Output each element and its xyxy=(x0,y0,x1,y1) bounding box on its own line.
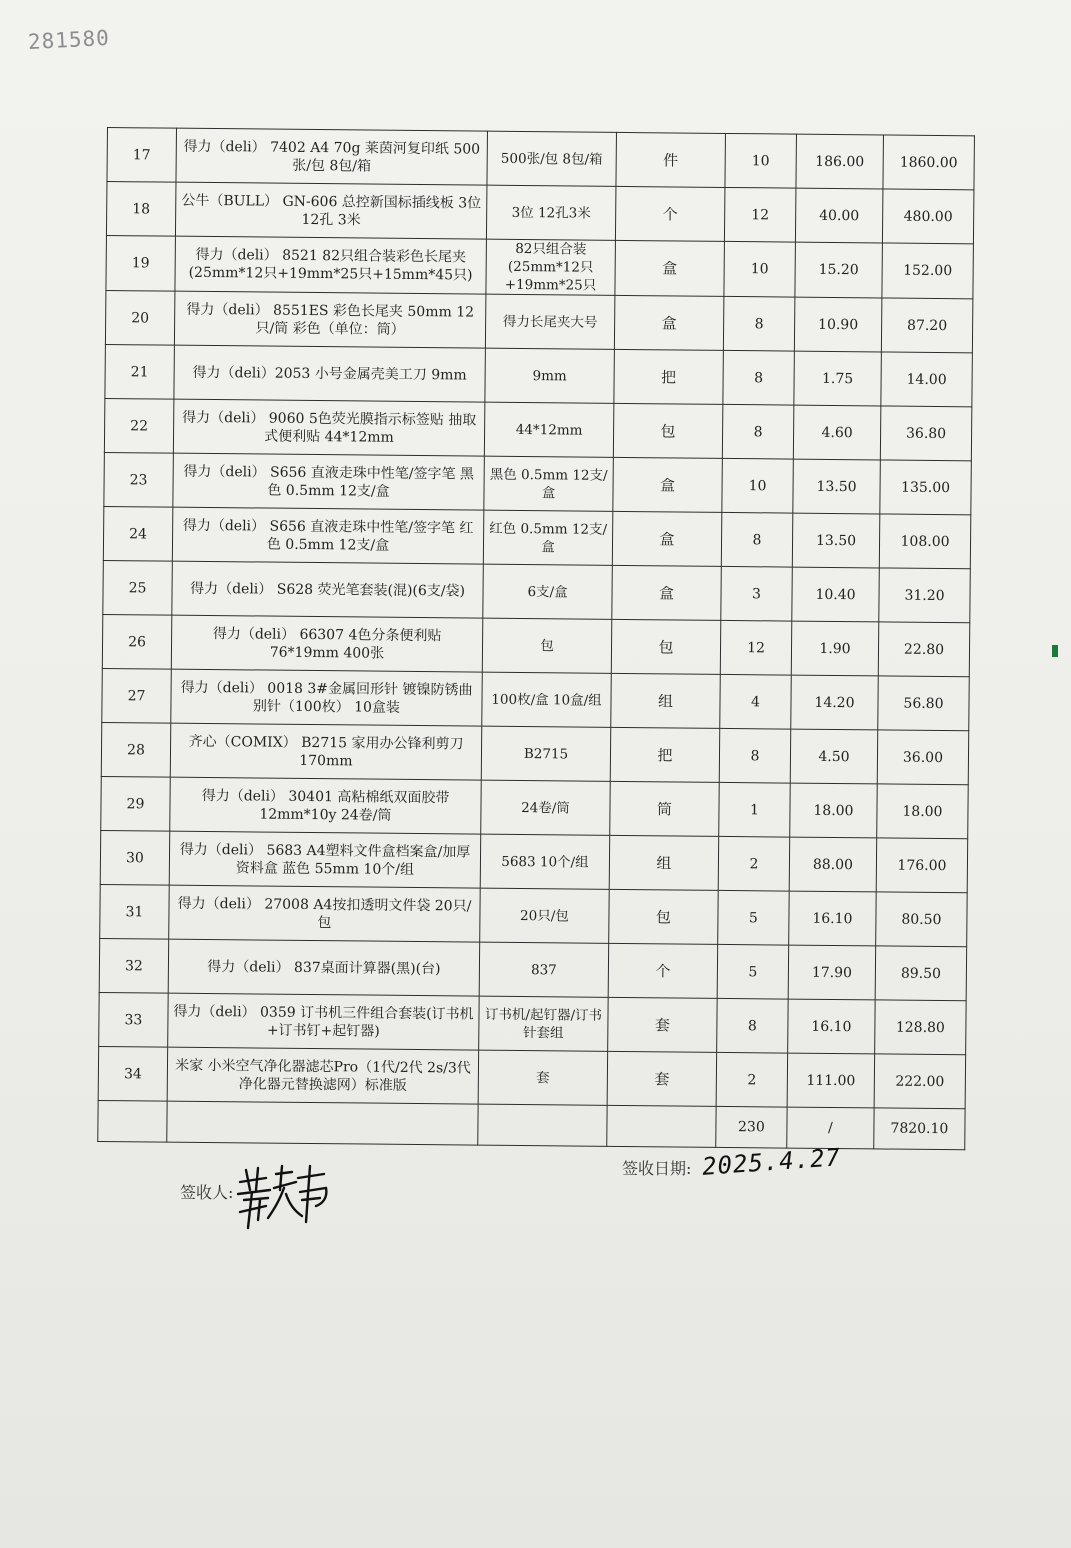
amount: 152.00 xyxy=(882,243,974,299)
unit-price: 13.50 xyxy=(793,459,881,514)
table-row xyxy=(105,344,972,406)
quantity: 2 xyxy=(718,836,790,891)
unit-price: 40.00 xyxy=(795,188,883,243)
quantity: 8 xyxy=(723,296,795,351)
total-row xyxy=(98,1100,965,1149)
amount: 89.50 xyxy=(875,946,967,1001)
unit-price: 14.20 xyxy=(791,675,879,730)
product-name: 得力（deli） 0018 3#金属回形针 镀镍防锈曲别针（100枚） 10盒装 xyxy=(171,669,483,726)
amount: 176.00 xyxy=(876,838,968,893)
product-name: 齐心（COMIX） B2715 家用办公锋利剪刀 170mm xyxy=(170,723,482,780)
quantity: 2 xyxy=(716,1052,788,1107)
margin-handwritten-number: 281580 xyxy=(27,25,111,55)
product-spec: 套 xyxy=(478,1050,608,1105)
product-name: 得力（deli） 5683 A4塑料文件盒档案盒/加厚资料盒 蓝色 55mm 10个/组 xyxy=(169,831,481,888)
unit-price: 1.75 xyxy=(794,351,882,406)
table-row xyxy=(101,722,968,784)
unit: 盒 xyxy=(614,295,724,350)
total-price: / xyxy=(787,1107,874,1149)
unit-price: 10.40 xyxy=(792,567,880,622)
amount: 135.00 xyxy=(880,460,972,515)
product-spec: 得力长尾夹大号 xyxy=(485,294,615,349)
product-spec: 837 xyxy=(479,942,609,997)
row-number: 29 xyxy=(101,776,171,831)
quantity: 12 xyxy=(724,187,796,242)
product-name: 得力（deli） 837桌面计算器(黑)(台) xyxy=(168,939,480,996)
unit-price: 17.90 xyxy=(788,945,876,1000)
amount: 108.00 xyxy=(879,514,971,569)
quantity: 12 xyxy=(720,620,792,675)
unit-price: 18.00 xyxy=(790,783,878,838)
row-number: 26 xyxy=(102,614,172,669)
total-unit-cell xyxy=(607,1105,716,1147)
product-spec: 红色 0.5mm 12支/盒 xyxy=(483,510,613,565)
product-spec: 黑色 0.5mm 12支/盒 xyxy=(484,456,614,511)
quantity: 10 xyxy=(725,133,797,188)
row-number: 17 xyxy=(107,128,177,183)
table-row xyxy=(102,614,969,676)
product-spec: 20只/包 xyxy=(480,888,610,943)
table-row xyxy=(105,290,972,352)
total-spec-cell xyxy=(478,1104,607,1146)
unit: 组 xyxy=(609,835,719,890)
table-row xyxy=(106,182,973,244)
amount: 87.20 xyxy=(881,298,973,353)
unit-price: 88.00 xyxy=(789,837,877,892)
quantity: 8 xyxy=(717,998,789,1053)
amount: 80.50 xyxy=(876,892,968,947)
row-number: 34 xyxy=(98,1046,168,1101)
signer-label: 签收人: xyxy=(180,1183,234,1202)
row-number: 32 xyxy=(99,938,169,993)
quantity: 10 xyxy=(722,458,794,513)
unit: 套 xyxy=(608,997,718,1052)
row-number: 28 xyxy=(101,722,171,777)
unit-price: 186.00 xyxy=(796,134,884,189)
product-name: 米家 小米空气净化器滤芯Pro（1代/2代 2s/3代净化器元替换滤网）标准版 xyxy=(167,1047,479,1104)
unit: 盒 xyxy=(613,457,723,512)
quantity: 8 xyxy=(723,350,795,405)
unit: 套 xyxy=(607,1051,717,1106)
signature-image xyxy=(232,1160,332,1232)
unit-price: 15.20 xyxy=(795,242,883,298)
quantity: 4 xyxy=(720,674,792,729)
row-number: 25 xyxy=(103,560,173,615)
unit-price: 16.10 xyxy=(789,891,877,946)
unit-price: 16.10 xyxy=(788,999,876,1054)
product-name: 得力（deli） 8521 82只组合装彩色长尾夹(25mm*12只+19mm*25只+15mm*45只) xyxy=(175,236,487,294)
unit: 把 xyxy=(610,727,720,782)
row-number: 19 xyxy=(106,235,176,291)
unit: 个 xyxy=(615,186,725,241)
quantity: 8 xyxy=(722,404,794,459)
product-name: 得力（deli） 8551ES 彩色长尾夹 50mm 12只/筒 彩色（单位：筒） xyxy=(174,291,486,348)
table-row xyxy=(103,560,970,622)
row-number: 24 xyxy=(103,506,173,561)
amount: 1860.00 xyxy=(883,135,975,190)
total-amount: 7820.10 xyxy=(874,1108,965,1150)
row-number: 18 xyxy=(106,182,176,237)
row-number: 27 xyxy=(102,668,172,723)
table-row xyxy=(100,884,967,946)
table-row xyxy=(100,830,967,892)
quantity: 3 xyxy=(721,566,793,621)
product-spec: 3位 12孔3米 xyxy=(486,185,616,240)
amount: 36.80 xyxy=(880,406,972,461)
product-name: 得力（deli） 27008 A4按扣透明文件袋 20只/包 xyxy=(169,885,481,942)
unit: 盒 xyxy=(612,565,722,620)
product-name: 得力（deli） 7402 A4 70g 莱茵河复印纸 500张/包 8包/箱 xyxy=(176,128,488,185)
row-number: 31 xyxy=(100,884,170,939)
table-row xyxy=(107,128,974,190)
date-handwritten: 2025.4.27 xyxy=(701,1143,842,1181)
amount: 18.00 xyxy=(877,784,969,839)
product-spec: 9mm xyxy=(485,348,615,403)
row-number: 20 xyxy=(105,290,175,345)
product-name: 得力（deli） 0359 订书机三件组合套装(订书机+订书钉+起钉器) xyxy=(168,993,480,1050)
row-number: 33 xyxy=(99,992,169,1047)
product-name: 得力（deli）2053 小号金属壳美工刀 9mm xyxy=(174,345,486,402)
total-name-cell xyxy=(167,1101,478,1145)
unit-price: 4.60 xyxy=(793,405,881,460)
unit: 盒 xyxy=(615,240,725,296)
product-spec: 500张/包 8包/箱 xyxy=(487,131,617,186)
amount: 480.00 xyxy=(882,189,974,244)
product-name: 得力（deli） S656 直液走珠中性笔/签字笔 红色 0.5mm 12支/盒 xyxy=(172,507,484,564)
quantity: 8 xyxy=(721,512,793,567)
amount: 36.00 xyxy=(877,730,969,785)
unit-price: 13.50 xyxy=(792,513,880,568)
total-qty: 230 xyxy=(716,1106,787,1148)
row-number: 23 xyxy=(104,452,174,507)
unit: 包 xyxy=(611,619,721,674)
table-row xyxy=(103,506,970,568)
amount: 14.00 xyxy=(881,352,973,407)
amount: 56.80 xyxy=(878,676,970,731)
unit: 包 xyxy=(609,889,719,944)
unit-price: 1.90 xyxy=(791,621,879,676)
unit: 组 xyxy=(611,673,721,728)
unit: 把 xyxy=(614,349,724,404)
quantity: 10 xyxy=(724,241,796,297)
quantity: 8 xyxy=(719,728,791,783)
table-row xyxy=(99,938,966,1000)
amount: 222.00 xyxy=(874,1054,966,1109)
quantity: 1 xyxy=(719,782,791,837)
table-row xyxy=(104,452,971,514)
product-spec: 5683 10个/组 xyxy=(480,834,610,889)
row-number: 30 xyxy=(100,830,170,885)
product-name: 得力（deli） 30401 高粘棉纸双面胶带 12mm*10y 24卷/筒 xyxy=(170,777,482,834)
green-mark xyxy=(1052,645,1058,657)
date-label: 签收日期: xyxy=(622,1159,692,1178)
table-row xyxy=(106,235,973,298)
product-name: 得力（deli） S656 直液走珠中性笔/签字笔 黑色 0.5mm 12支/盒 xyxy=(173,453,485,510)
table-row xyxy=(104,398,971,460)
product-spec: 6支/盒 xyxy=(483,564,613,619)
unit: 包 xyxy=(613,403,723,458)
product-name: 得力（deli） 66307 4色分条便利贴 76*19mm 400张 xyxy=(171,615,483,672)
product-spec: 82只组合装(25mm*12只+19mm*25只 xyxy=(486,239,616,295)
total-no-cell xyxy=(98,1100,167,1142)
table-row xyxy=(101,776,968,838)
table-row xyxy=(99,992,966,1054)
amount: 22.80 xyxy=(878,622,970,677)
unit-price: 111.00 xyxy=(787,1053,875,1108)
unit: 件 xyxy=(616,132,726,187)
table-row xyxy=(102,668,969,730)
amount: 31.20 xyxy=(879,568,971,623)
quantity: 5 xyxy=(717,944,789,999)
row-number: 22 xyxy=(104,398,174,453)
product-spec: 24卷/筒 xyxy=(481,780,611,835)
table-body xyxy=(98,128,974,1109)
unit-price: 4.50 xyxy=(790,729,878,784)
product-name: 得力（deli） S628 荧光笔套装(混)(6支/袋) xyxy=(172,561,484,618)
quantity: 5 xyxy=(718,890,790,945)
amount: 128.80 xyxy=(875,1000,967,1055)
row-number: 21 xyxy=(105,344,175,399)
product-spec: 包 xyxy=(482,618,612,673)
unit: 筒 xyxy=(610,781,720,836)
product-name: 得力（deli） 9060 5色荧光膜指示标签贴 抽取式便利贴 44*12mm xyxy=(173,399,485,456)
unit-price: 10.90 xyxy=(794,297,882,352)
product-spec: 订书机/起钉器/订书针套组 xyxy=(479,996,609,1051)
delivery-table xyxy=(97,127,975,1150)
unit: 盒 xyxy=(612,511,722,566)
product-name: 公牛（BULL） GN-606 总控新国标插线板 3位 12孔 3米 xyxy=(175,182,487,239)
table-row xyxy=(98,1046,965,1108)
product-spec: 44*12mm xyxy=(484,402,614,457)
product-spec: 100枚/盒 10盒/组 xyxy=(482,672,612,727)
product-spec: B2715 xyxy=(481,726,611,781)
unit: 个 xyxy=(608,943,718,998)
